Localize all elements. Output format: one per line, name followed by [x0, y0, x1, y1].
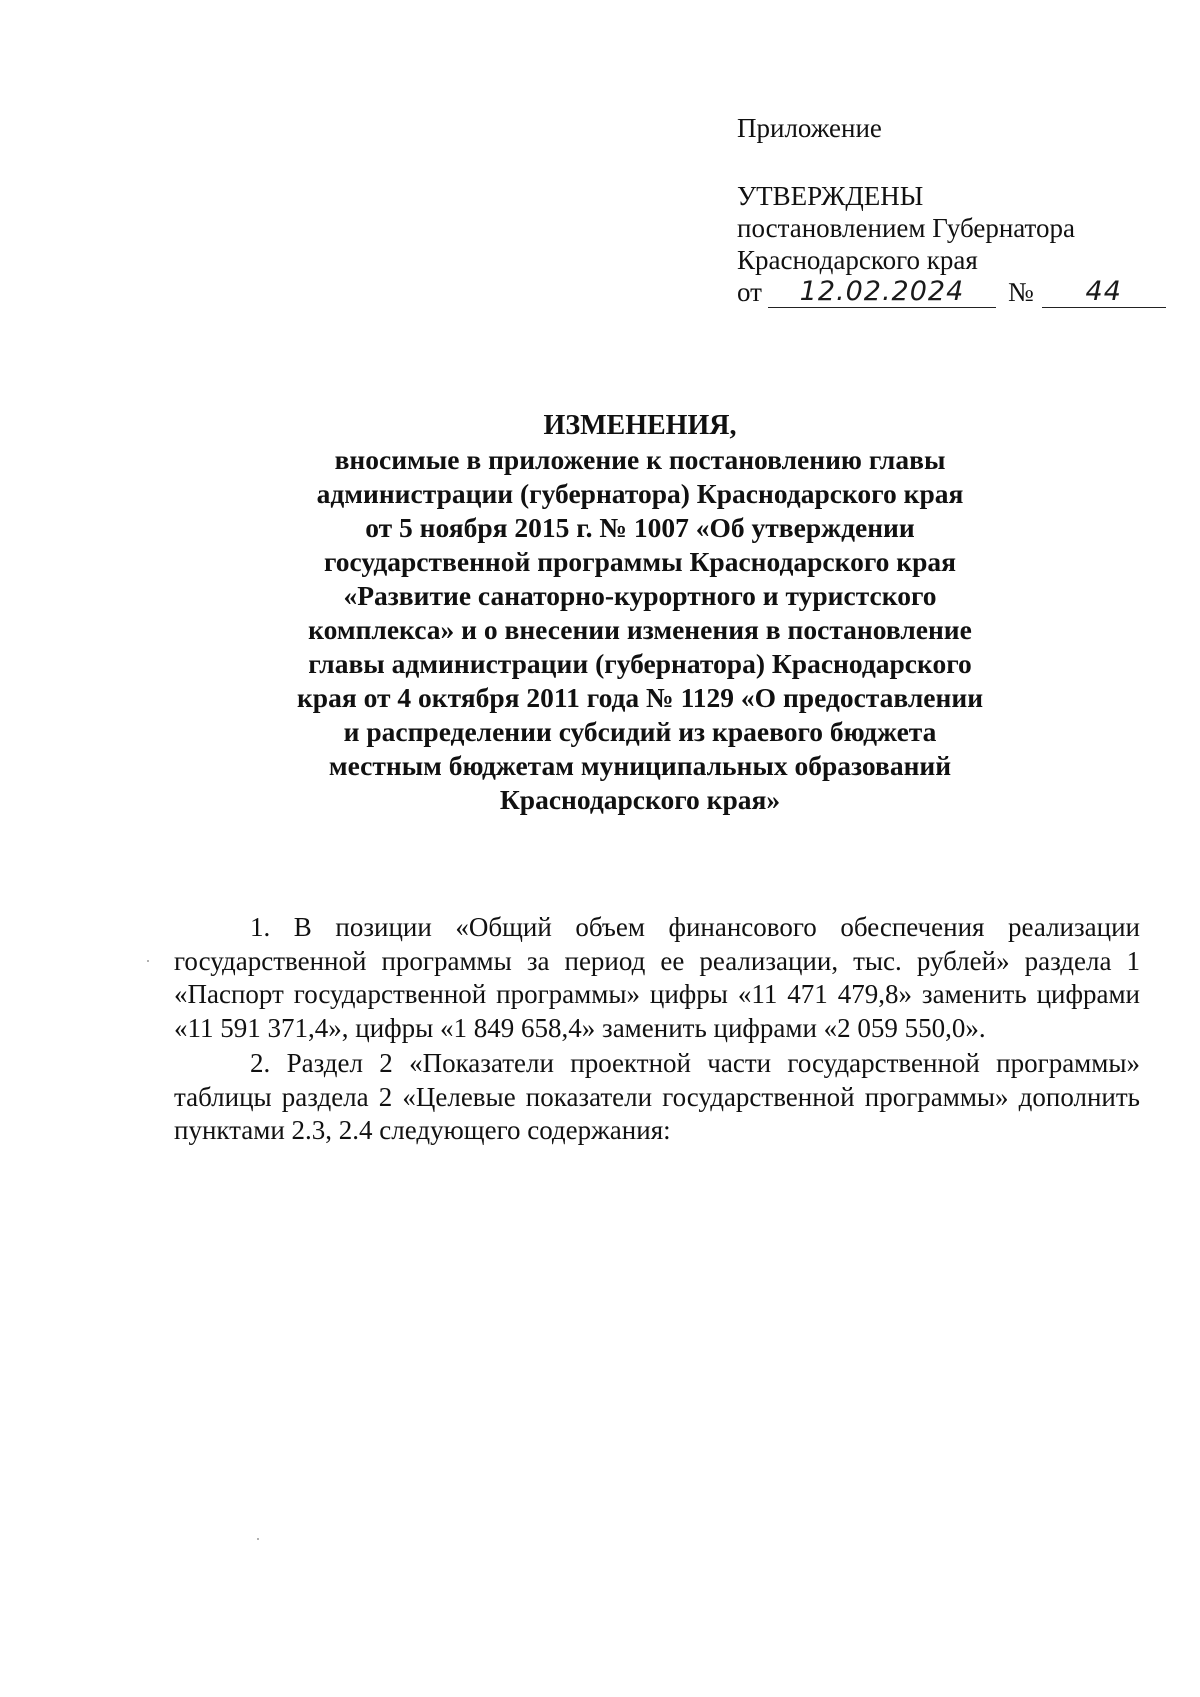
title-line: главы администрации (губернатора) Краснодарского	[308, 648, 972, 679]
title-line: государственной программы Краснодарского края	[323, 546, 957, 577]
handwritten-number: 44	[1042, 277, 1166, 308]
title-line: администрации (губернатора) Краснодарского края	[316, 478, 964, 509]
handwritten-date: 12.02.2024	[768, 277, 996, 308]
approved-label: УТВЕРЖДЕНЫ	[737, 181, 924, 211]
approved-by-line-1: постановлением Губернатора	[737, 213, 1075, 243]
document-title	[240, 409, 1040, 817]
number-prefix: №	[1007, 277, 1034, 307]
title-line: от 5 ноября 2015 г. № 1007 «Об утверждении	[365, 512, 915, 543]
paragraph-1: 1. В позиции «Общий объем финансового обеспечения реализации государственной программы за период ее реализации, тыс. рублей» раздела 1 «Паспорт государственной программы» цифры «11 471 479,8» заменить цифрами «11 591 371,4», цифры «1 849 658,4» заменить цифрами «2 059 550,0».	[174, 912, 1140, 1043]
date-number-row	[737, 276, 1166, 308]
document-body	[174, 911, 1140, 1148]
title-line: вносимые в приложение к постановлению главы	[334, 444, 946, 475]
paragraph-2: 2. Раздел 2 «Показатели проектной части государственной программы» таблицы раздела 2 «Целевые показатели государственной программы» дополнить пунктами 2.3, 2.4 следующего содержания:	[174, 1048, 1140, 1145]
title-line: комплекса» и о внесении изменения в постановление	[308, 614, 972, 645]
title-line: «Развитие санаторно-курортного и туристского	[343, 580, 937, 611]
approved-by-line-2: Краснодарского края	[737, 245, 978, 275]
date-prefix: от	[737, 277, 762, 307]
spacer	[737, 144, 1166, 180]
title-line: края от 4 октября 2011 года № 1129 «О предоставлении	[296, 682, 984, 713]
title-heading: ИЗМЕНЕНИЯ,	[543, 410, 737, 441]
title-line: и распределении субсидий из краевого бюджета	[343, 716, 937, 747]
title-line: местным бюджетам муниципальных образований	[328, 750, 952, 781]
title-line: Краснодарского края»	[499, 784, 781, 815]
approval-block	[737, 112, 1166, 308]
appendix-label: Приложение	[737, 113, 882, 143]
scan-speck	[147, 960, 149, 962]
scan-speck	[257, 1538, 259, 1540]
